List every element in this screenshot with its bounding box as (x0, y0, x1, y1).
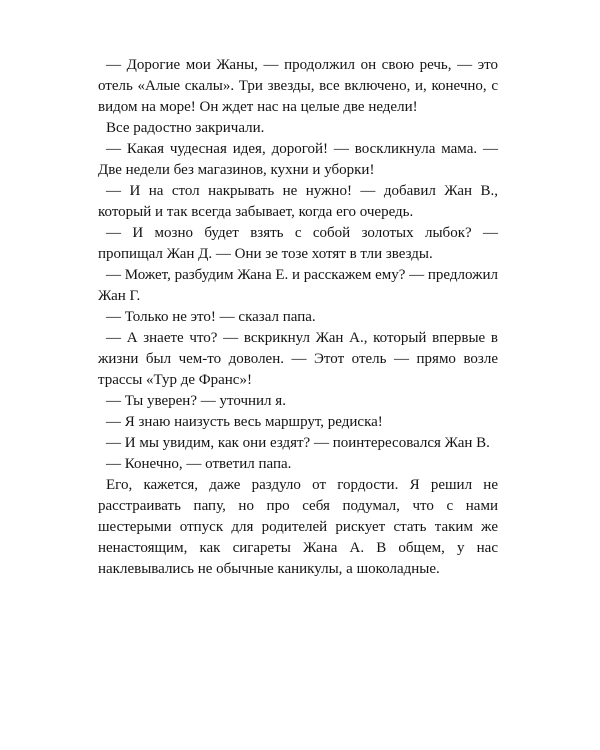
paragraph: Все радостно закричали. (106, 120, 265, 136)
paragraph: — Только не это! — сказал папа. (106, 309, 316, 325)
paragraph: Его, кажется, даже раздуло от гордости. Я решил не расстраивать папу, но про себя подумал, что с нами шестерыми отпуск для родителей рискует стать таким же ненастоящим, как сигареты Жана А. В общем, у нас наклевывались не обычные каникулы, а шоколадные. (98, 477, 498, 577)
paragraph: — А знаете что? — вскрикнул Жан А., который впервые в жизни был чем-то доволен. — Этот отель — прямо возле трассы «Тур де Франс»! (98, 330, 498, 388)
paragraph: — Я знаю наизусть весь маршрут, редиска! (106, 414, 383, 430)
paragraph: — И мозно будет взять с собой золотых лыбок? — пропищал Жан Д. — Они зе тозе хотят в тли звезды. (98, 225, 498, 262)
body-text (98, 55, 498, 580)
paragraph: — И мы увидим, как они ездят? — поинтересовался Жан В. (106, 435, 490, 451)
paragraph: — И на стол накрывать не нужно! — добавил Жан В., который и так всегда забывает, когда его очередь. (98, 183, 498, 220)
paragraph: — Какая чудесная идея, дорогой! — воскликнула мама. — Две недели без магазинов, кухни и уборки! (98, 141, 498, 178)
paragraph: — Ты уверен? — уточнил я. (106, 393, 286, 409)
paragraph: — Дорогие мои Жаны, — продолжил он свою речь, — это отель «Алые скалы». Три звезды, все включено, и, конечно, с видом на море! Он ждет нас на целые две недели! (98, 57, 498, 115)
paragraph: — Конечно, — ответил папа. (106, 456, 292, 472)
paragraph: — Может, разбудим Жана Е. и расскажем ему? — предложил Жан Г. (98, 267, 498, 304)
